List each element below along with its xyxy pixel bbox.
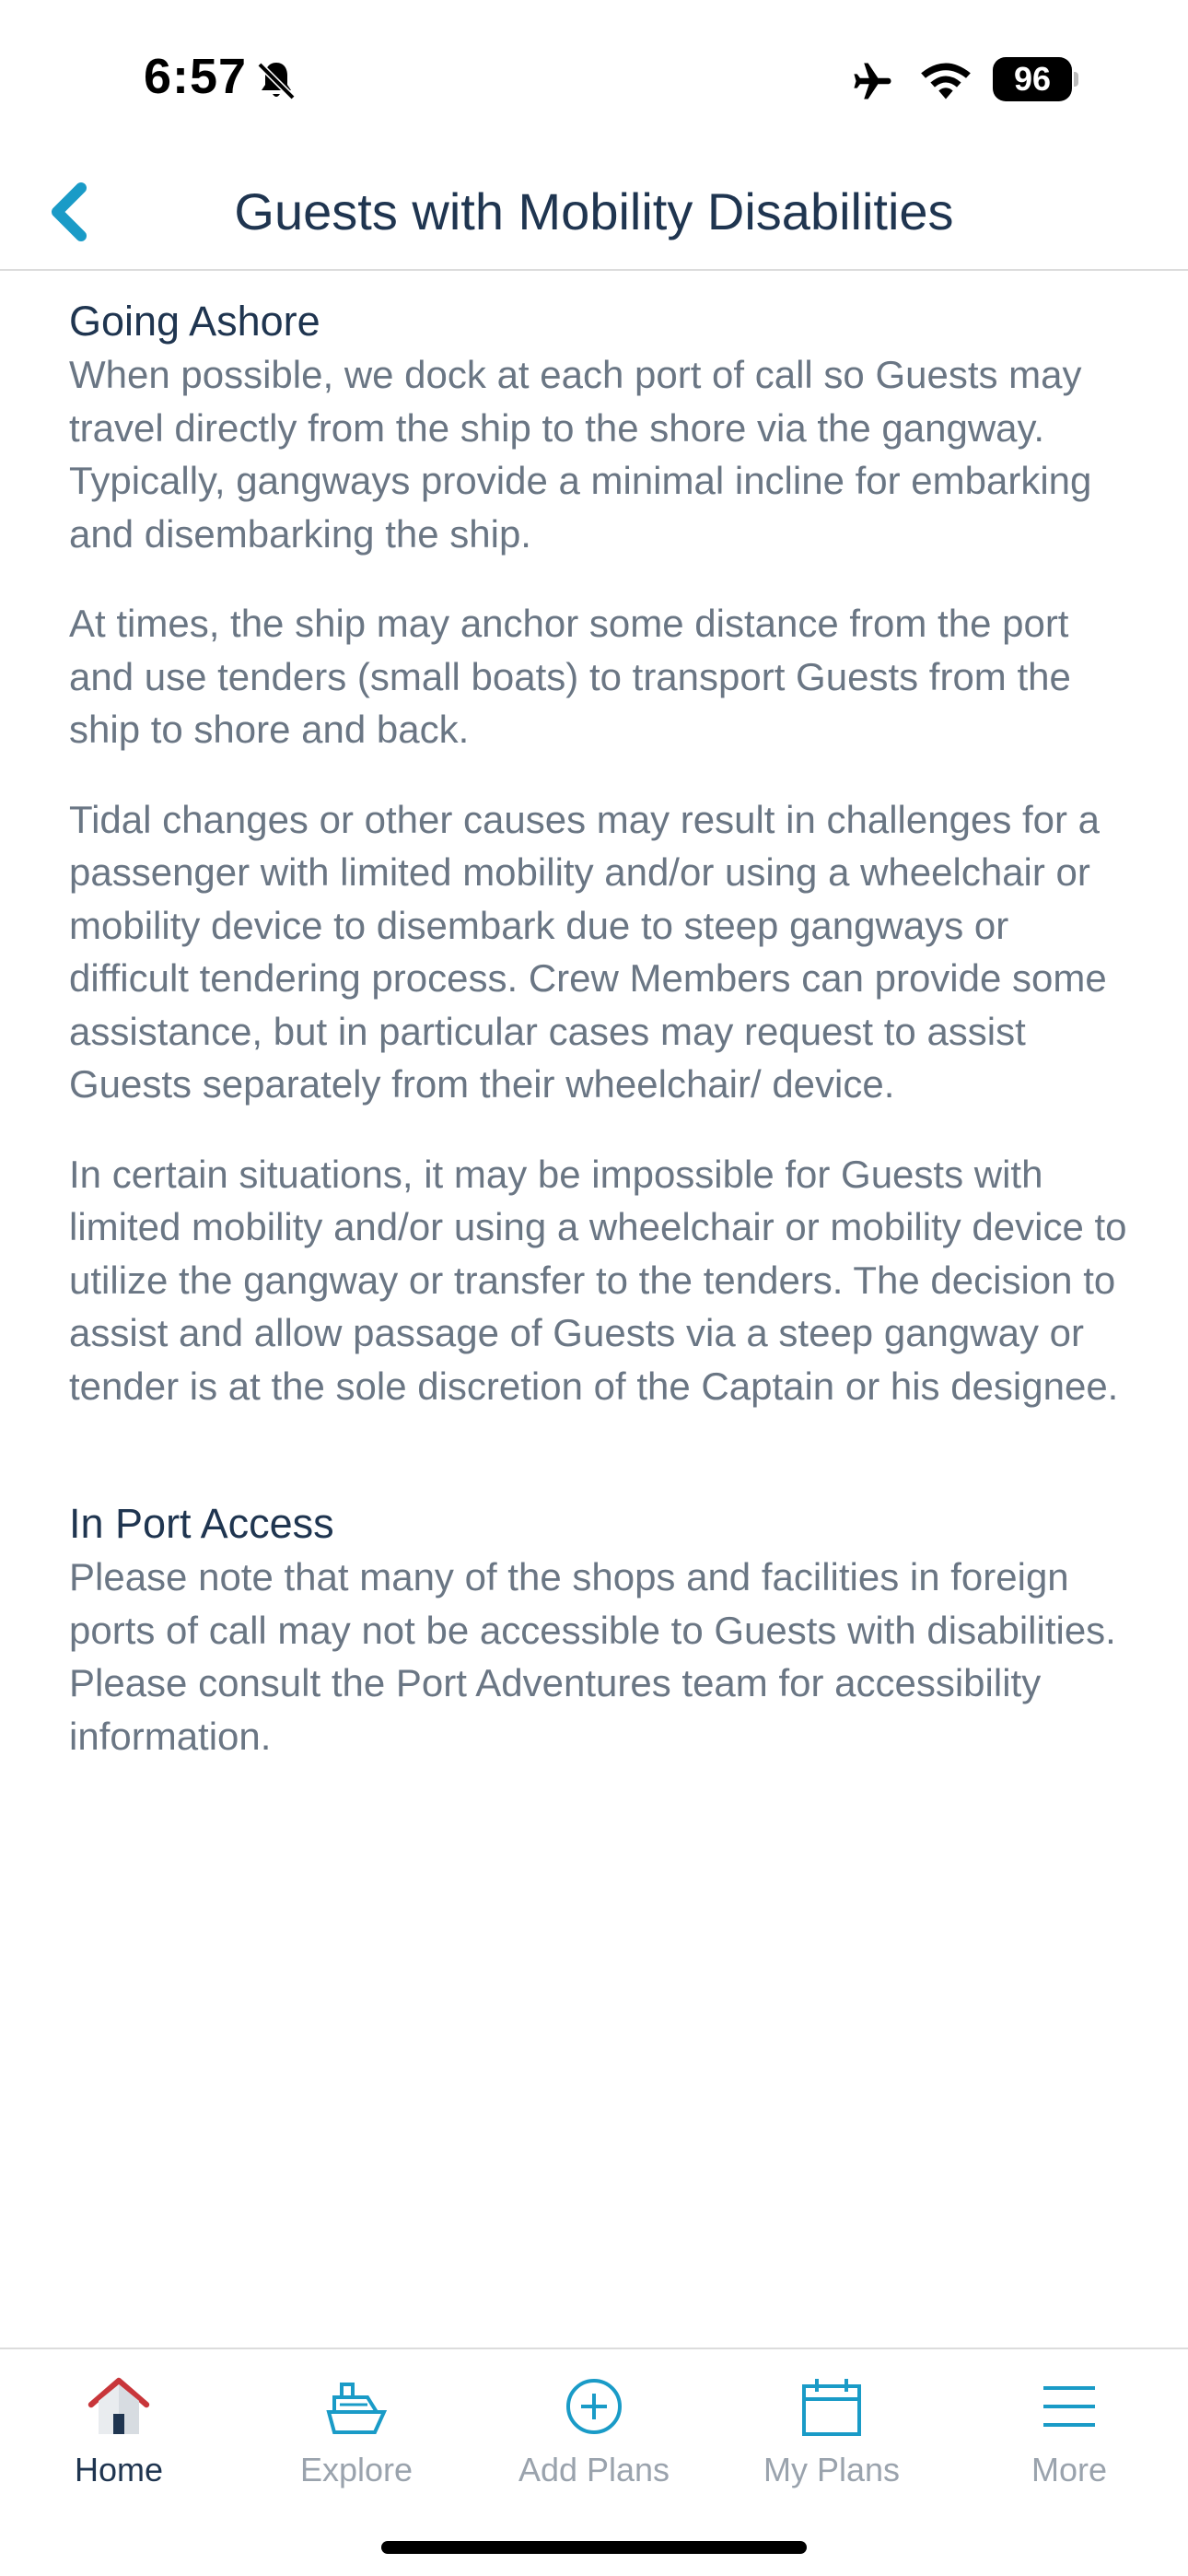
section-heading: In Port Access bbox=[69, 1500, 334, 1547]
bell-slash-icon bbox=[254, 59, 298, 103]
ship-icon bbox=[323, 2375, 390, 2438]
status-bar bbox=[0, 0, 1188, 157]
back-button[interactable] bbox=[41, 177, 99, 247]
tab-label: Add Plans bbox=[518, 2451, 670, 2488]
tab-label: More bbox=[1031, 2451, 1108, 2488]
section-heading: Going Ashore bbox=[69, 298, 320, 345]
home-icon bbox=[86, 2375, 152, 2438]
status-time: 6:57 bbox=[144, 49, 248, 104]
content bbox=[69, 295, 1128, 1799]
paragraph: In certain situations, it may be impossible for Guests with limited mobility and/or using a wheelchair or mobility device to utilize the gangway or transfer to the tenders. The decision to assist and allow passage of Guests via a steep gangway or tender is at the sole discretion of the Captain or his designee. bbox=[69, 1152, 1127, 1408]
page-title: Guests with Mobility Disabilities bbox=[234, 182, 954, 240]
section-going-ashore bbox=[69, 295, 1128, 1412]
tab-add-plans[interactable] bbox=[475, 2368, 713, 2497]
section-in-port-access bbox=[69, 1497, 1128, 1762]
wifi-icon bbox=[917, 59, 974, 101]
tab-more[interactable] bbox=[950, 2368, 1188, 2497]
tab-home[interactable] bbox=[0, 2368, 238, 2497]
plus-circle-icon bbox=[561, 2375, 627, 2438]
tab-label: Explore bbox=[299, 2451, 413, 2488]
tab-explore[interactable] bbox=[238, 2368, 475, 2497]
battery-icon bbox=[993, 57, 1074, 101]
nav-header bbox=[0, 157, 1188, 271]
chevron-left-icon bbox=[57, 188, 81, 236]
paragraph: Please note that many of the shops and facilities in foreign ports of call may not be accessible to Guests with disabilities. Please consult the Port Adventures team for accessibility information. bbox=[69, 1555, 1116, 1758]
battery-level: 96 bbox=[993, 57, 1072, 101]
airplane-icon bbox=[847, 57, 899, 105]
tab-my-plans[interactable] bbox=[713, 2368, 950, 2497]
menu-icon bbox=[1036, 2375, 1102, 2438]
tab-label: Home bbox=[74, 2451, 164, 2488]
calendar-icon bbox=[798, 2375, 865, 2438]
tab-label: My Plans bbox=[763, 2451, 901, 2488]
battery-tip bbox=[1074, 72, 1078, 87]
paragraph: Tidal changes or other causes may result in challenges for a passenger with limited mobility and/or using a wheelchair or mobility device to disembark due to steep gangways or difficult tendering process. Crew Members can provide some assistance, but in particular cases may request to assist Guests separately from their wheelchair/ device. bbox=[69, 797, 1107, 1106]
home-indicator bbox=[381, 2541, 807, 2554]
paragraph: At times, the ship may anchor some distance from the port and use tenders (small boats) to transport Guests from the ship to shore and back. bbox=[69, 602, 1071, 751]
paragraph: When possible, we dock at each port of call so Guests may travel directly from the ship to the shore via the gangway. Typically, gangways provide a minimal incline for embarking and disembarking the ship. bbox=[69, 353, 1092, 556]
